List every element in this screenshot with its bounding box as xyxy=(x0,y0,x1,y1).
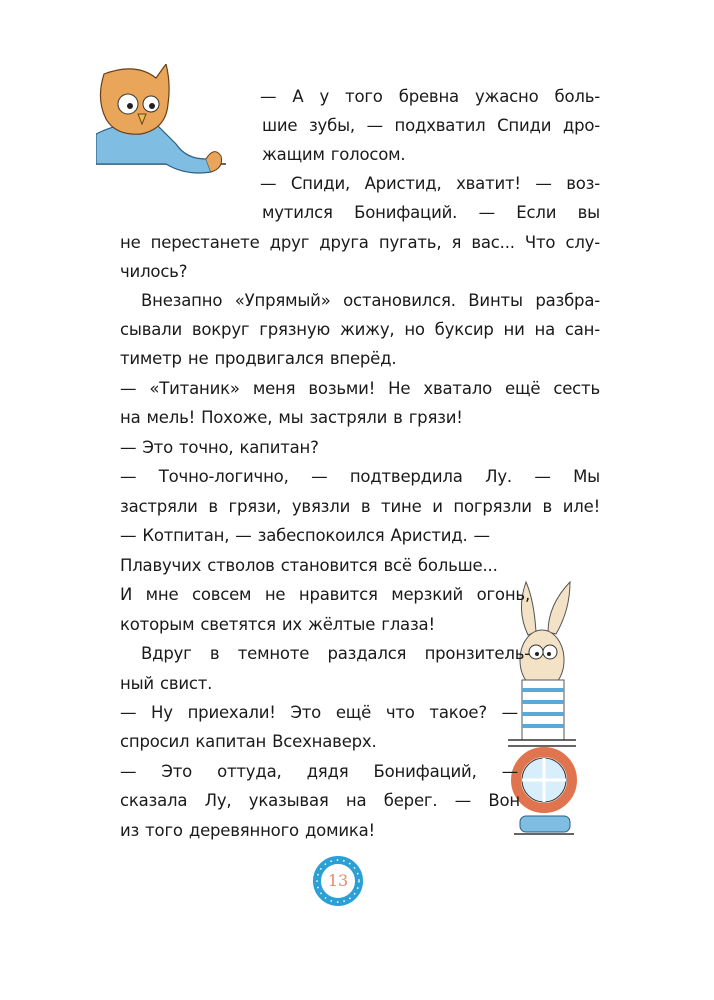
text-line: Вдруг в темноте раздался пронзитель- xyxy=(141,644,530,663)
text-line: сывали вокруг грязную жижу, но буксир ни на сан- xyxy=(120,320,600,339)
text-line: — Котпитан, — забеспокоился Аристид. — xyxy=(120,526,490,545)
text-line: И мне совсем не нравится мерзкий огонь, xyxy=(120,585,530,604)
text-line: спросил капитан Всехнаверх. xyxy=(120,732,377,751)
text-line: тиметр не продвигался вперёд. xyxy=(120,349,397,368)
text-line: на мель! Похоже, мы застряли в грязи! xyxy=(120,408,463,427)
text-line: — Ну приехали! Это ещё что такое? — xyxy=(120,703,518,722)
text-line: чилось? xyxy=(120,262,188,281)
text-line: — Точно-логично, — подтвердила Лу. — Мы xyxy=(120,467,600,486)
text-line: из того деревянного домика! xyxy=(120,821,375,840)
text-line: жащим голосом. xyxy=(262,145,406,164)
text-line: — А у того бревна ужасно боль- xyxy=(260,87,600,106)
text-line: сказала Лу, указывая на берег. — Вон xyxy=(120,791,520,810)
text-line: — Это оттуда, дядя Бонифаций, — xyxy=(120,762,518,781)
text-line: не перестанете друг друга пугать, я вас... Что слу- xyxy=(120,233,600,252)
owl-illustration xyxy=(96,64,266,194)
page-number: 13 xyxy=(327,871,349,890)
text-line: шие зубы, — подхватил Спиди дро- xyxy=(262,116,600,135)
text-line: — Спиди, Аристид, хватит! — воз- xyxy=(260,174,600,193)
text-line: которым светятся их жёлтые глаза! xyxy=(120,615,435,634)
text-line: — Это точно, капитан? xyxy=(120,438,319,457)
text-line: застряли в грязи, увязли в тине и погрязли в иле! xyxy=(120,497,600,516)
text-line: Плавучих стволов становится всё больше... xyxy=(120,556,498,575)
text-line: — «Титаник» меня возьми! Не хватало ещё сесть xyxy=(120,379,600,398)
text-line: ный свист. xyxy=(120,674,213,693)
page-number-badge xyxy=(313,856,363,906)
text-line: мутился Бонифаций. — Если вы xyxy=(262,203,600,222)
text-line: Внезапно «Упрямый» остановился. Винты разбра- xyxy=(141,291,600,310)
